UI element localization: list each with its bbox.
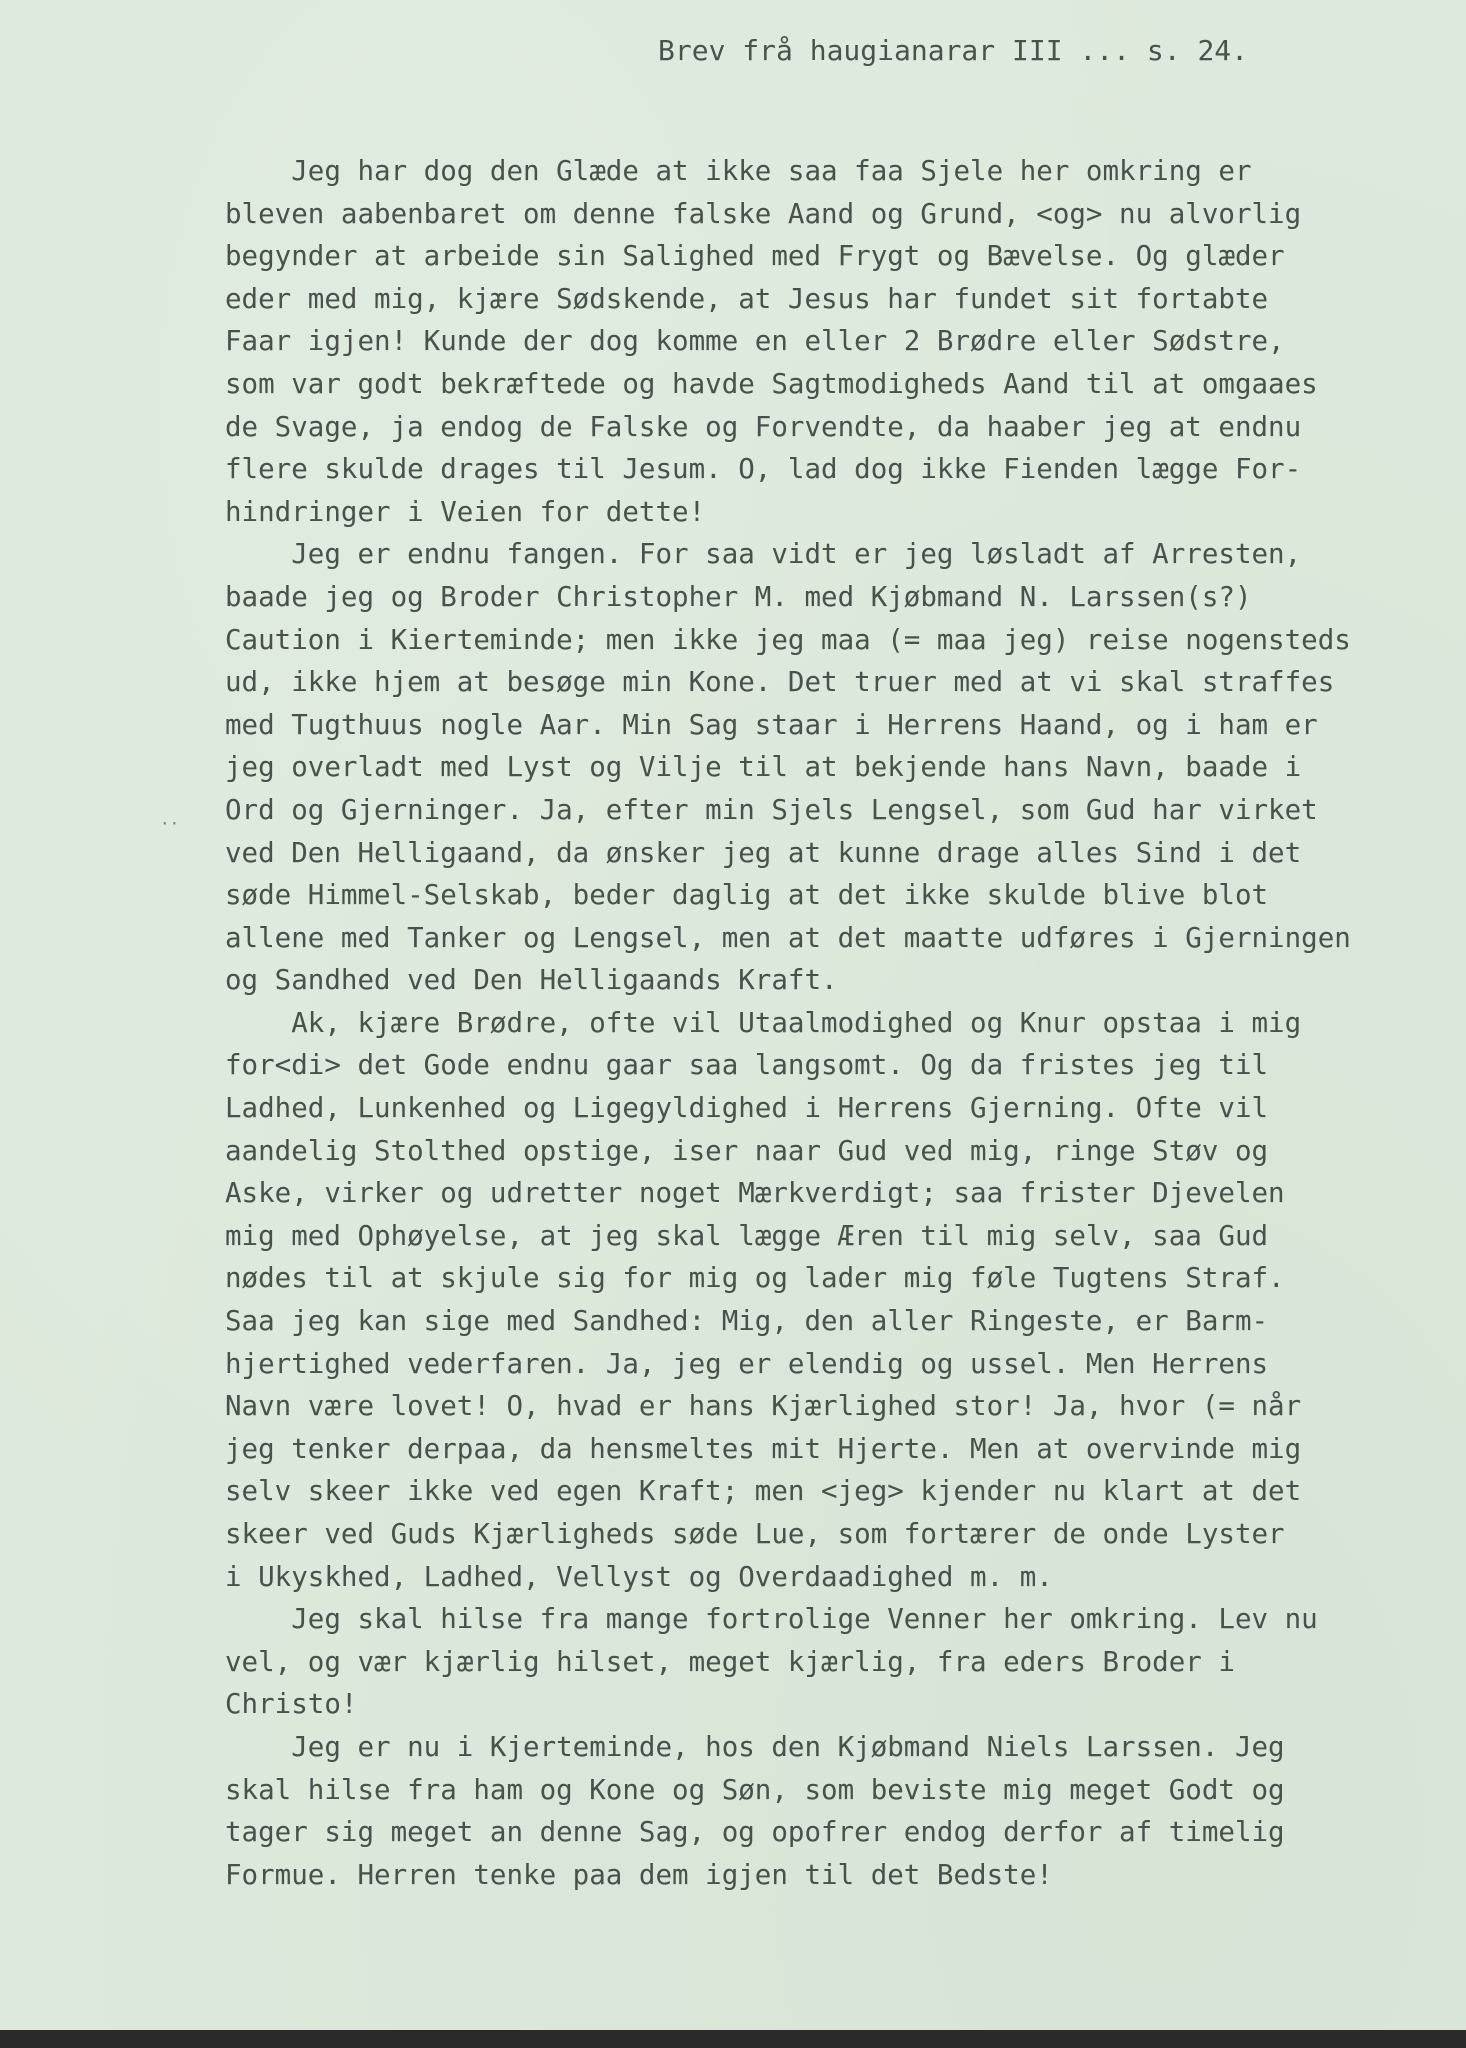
text-line: i Ukyskhed, Ladhed, Vellyst og Overdaadighed m. m. (225, 1560, 1053, 1593)
text-line: eder med mig, kjære Sødskende, at Jesus har fundet sit fortabte (225, 282, 1269, 315)
text-line: Saa jeg kan sige med Sandhed: Mig, den aller Ringeste, er Barm- (225, 1305, 1269, 1338)
text-line: begynder at arbeide sin Salighed med Frygt og Bævelse. Og glæder (225, 240, 1285, 273)
text-line: jeg overladt med Lyst og Vilje til at bekjende hans Navn, baade i (225, 751, 1302, 784)
text-line: flere skulde drages til Jesum. O, lad dog ikke Fienden lægge For- (225, 453, 1302, 486)
text-line: mig med Ophøyelse, at jeg skal lægge Æren til mig selv, saa Gud (225, 1219, 1269, 1252)
text-line: jeg tenker derpaa, da hensmeltes mit Hjerte. Men at overvinde mig (225, 1432, 1302, 1465)
text-line: skal hilse fra ham og Kone og Søn, som beviste mig meget Godt og (225, 1773, 1285, 1806)
page-header: Brev frå haugianarar III ... s. 24. (658, 34, 1249, 67)
text-line: og Sandhed ved Den Helligaands Kraft. (225, 964, 838, 997)
text-line: som var godt bekræftede og havde Sagtmodigheds Aand til at omgaaes (225, 367, 1318, 400)
text-line: Ord og Gjerninger. Ja, efter min Sjels Lengsel, som Gud har virket (225, 793, 1318, 826)
text-line: Caution i Kierteminde; men ikke jeg maa (= maa jeg) reise nogensteds (225, 623, 1351, 656)
text-line: Jeg er endnu fangen. For saa vidt er jeg løsladt af Arresten, (225, 538, 1302, 571)
margin-mark: ·· (160, 814, 180, 833)
text-line: Jeg er nu i Kjerteminde, hos den Kjøbmand Niels Larssen. Jeg (225, 1730, 1285, 1763)
text-line: nødes til at skjule sig for mig og lader mig føle Tugtens Straf. (225, 1262, 1285, 1295)
text-line: vel, og vær kjærlig hilset, meget kjærlig, fra eders Broder i (225, 1645, 1235, 1678)
scan-edge (0, 2030, 1466, 2048)
text-line: Jeg skal hilse fra mange fortrolige Venner her omkring. Lev nu (225, 1603, 1318, 1636)
text-line: med Tugthuus nogle Aar. Min Sag staar i Herrens Haand, og i ham er (225, 708, 1318, 741)
text-line: tager sig meget an denne Sag, og opofrer endog derfor af timelig (225, 1816, 1285, 1849)
text-line: baade jeg og Broder Christopher M. med Kjøbmand N. Larssen(s?) (225, 580, 1252, 613)
text-line: hindringer i Veien for dette! (225, 495, 706, 528)
text-line: skeer ved Guds Kjærligheds søde Lue, som fortærer de onde Lyster (225, 1518, 1285, 1550)
text-line: ved Den Helligaand, da ønsker jeg at kunne drage alles Sind i det (225, 836, 1302, 869)
text-line: Ladhed, Lunkenhed og Ligegyldighed i Herrens Gjerning. Ofte vil (225, 1092, 1269, 1125)
text-line: for<di> det Gode endnu gaar saa langsomt. Og da fristes jeg til (225, 1049, 1269, 1082)
text-line: søde Himmel-Selskab, beder daglig at det ikke skulde blive blot (225, 879, 1269, 912)
text-line: Jeg har dog den Glæde at ikke saa faa Sjele her omkring er (225, 155, 1252, 187)
letter-body (225, 150, 1395, 1896)
text-line: hjertighed vederfaren. Ja, jeg er elendig og ussel. Men Herrens (225, 1347, 1269, 1380)
text-line: Formue. Herren tenke paa dem igjen til det Bedste! (225, 1858, 1053, 1891)
text-line: de Svage, ja endog de Falske og Forvendte, da haaber jeg at endnu (225, 410, 1302, 443)
text-line: ud, ikke hjem at besøge min Kone. Det truer med at vi skal straffes (225, 666, 1335, 699)
text-line: Ak, kjære Brødre, ofte vil Utaalmodighed og Knur opstaa i mig (225, 1006, 1302, 1039)
text-line: bleven aabenbaret om denne falske Aand og Grund, <og> nu alvorlig (225, 197, 1302, 230)
text-line: Faar igjen! Kunde der dog komme en eller 2 Brødre eller Sødstre, (225, 325, 1285, 358)
text-line: Aske, virker og udretter noget Mærkverdigt; saa frister Djevelen (225, 1177, 1285, 1210)
text-line: aandelig Stolthed opstige, iser naar Gud ved mig, ringe Støv og (225, 1134, 1269, 1167)
text-line: allene med Tanker og Lengsel, men at det maatte udføres i Gjerningen (225, 921, 1351, 954)
text-line: selv skeer ikke ved egen Kraft; men <jeg> kjender nu klart at det (225, 1475, 1302, 1508)
text-line: Christo! (225, 1688, 358, 1721)
text-line: Navn være lovet! O, hvad er hans Kjærlighed stor! Ja, hvor (= når (225, 1390, 1302, 1423)
